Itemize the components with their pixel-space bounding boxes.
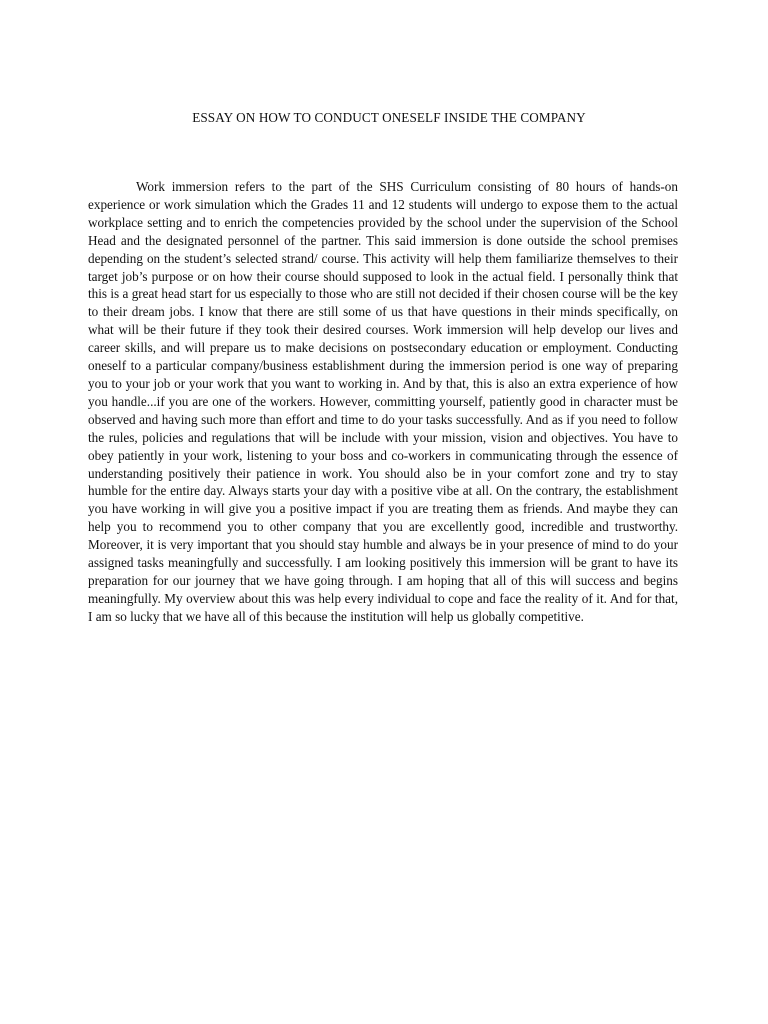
essay-paragraph: Work immersion refers to the part of the SHS Curriculum consisting of 80 hours of hands-on experience or work simulation which the Grades 11 and 12 students will undergo to expose them to the actual workplace setting and to enrich the competencies provided by the school under the supervision of the School Head and the designated personnel of the partner. This said immersion is done outside the school premises depending on the student’s selected strand/ course. This activity will help them familiarize themselves to their target job’s purpose or on how their course should supposed to look in the actual field. I personally think that this is a great head start for us especially to those who are still not decided if their chosen course will be the key to their dream jobs. I know that there are still some of us that have questions in their minds specifically, on what will be their future if they took their desired courses. Work immersion will help develop our lives and career skills, and will prepare us to make decisions on postsecondary education or employment. Conducting oneself to a particular company/business establishment during the immersion period is one way of preparing you to your job or your work that you want to working in. And by that, this is also an extra experience of how you handle...if you are one of the workers. However, committing yourself, patiently good in character must be observed and having such more than effort and time to do your tasks successfully. And as if you need to follow the rules, policies and regulations that will be include with your mission, vision and objectives. You have to obey patiently in your work, listening to your boss and co-workers in communicating through the essence of understanding positively their patience in work. You should also be in your comfort zone and try to stay humble for the entire day. Always starts your day with a positive vibe at all. On the contrary, the establishment you have working in will give you a positive impact if you are treating them as friends. And maybe they can help you to recommend you to other company that you are excellently good, incredible and trustworthy. Moreover, it is very important that you should stay humble and always be in your presence of mind to do your assigned tasks meaningfully and successfully. I am looking positively this immersion will be grant to have its preparation for our journey that we have going through. I am hoping that all of this will success and begins meaningfully. My overview about this was help every individual to cope and face the reality of it. And for that, I am so lucky that we have all of this because the institution will help us globally competitive. [88,179,678,624]
essay-title: ESSAY ON HOW TO CONDUCT ONESELF INSIDE THE COMPANY [192,110,586,125]
